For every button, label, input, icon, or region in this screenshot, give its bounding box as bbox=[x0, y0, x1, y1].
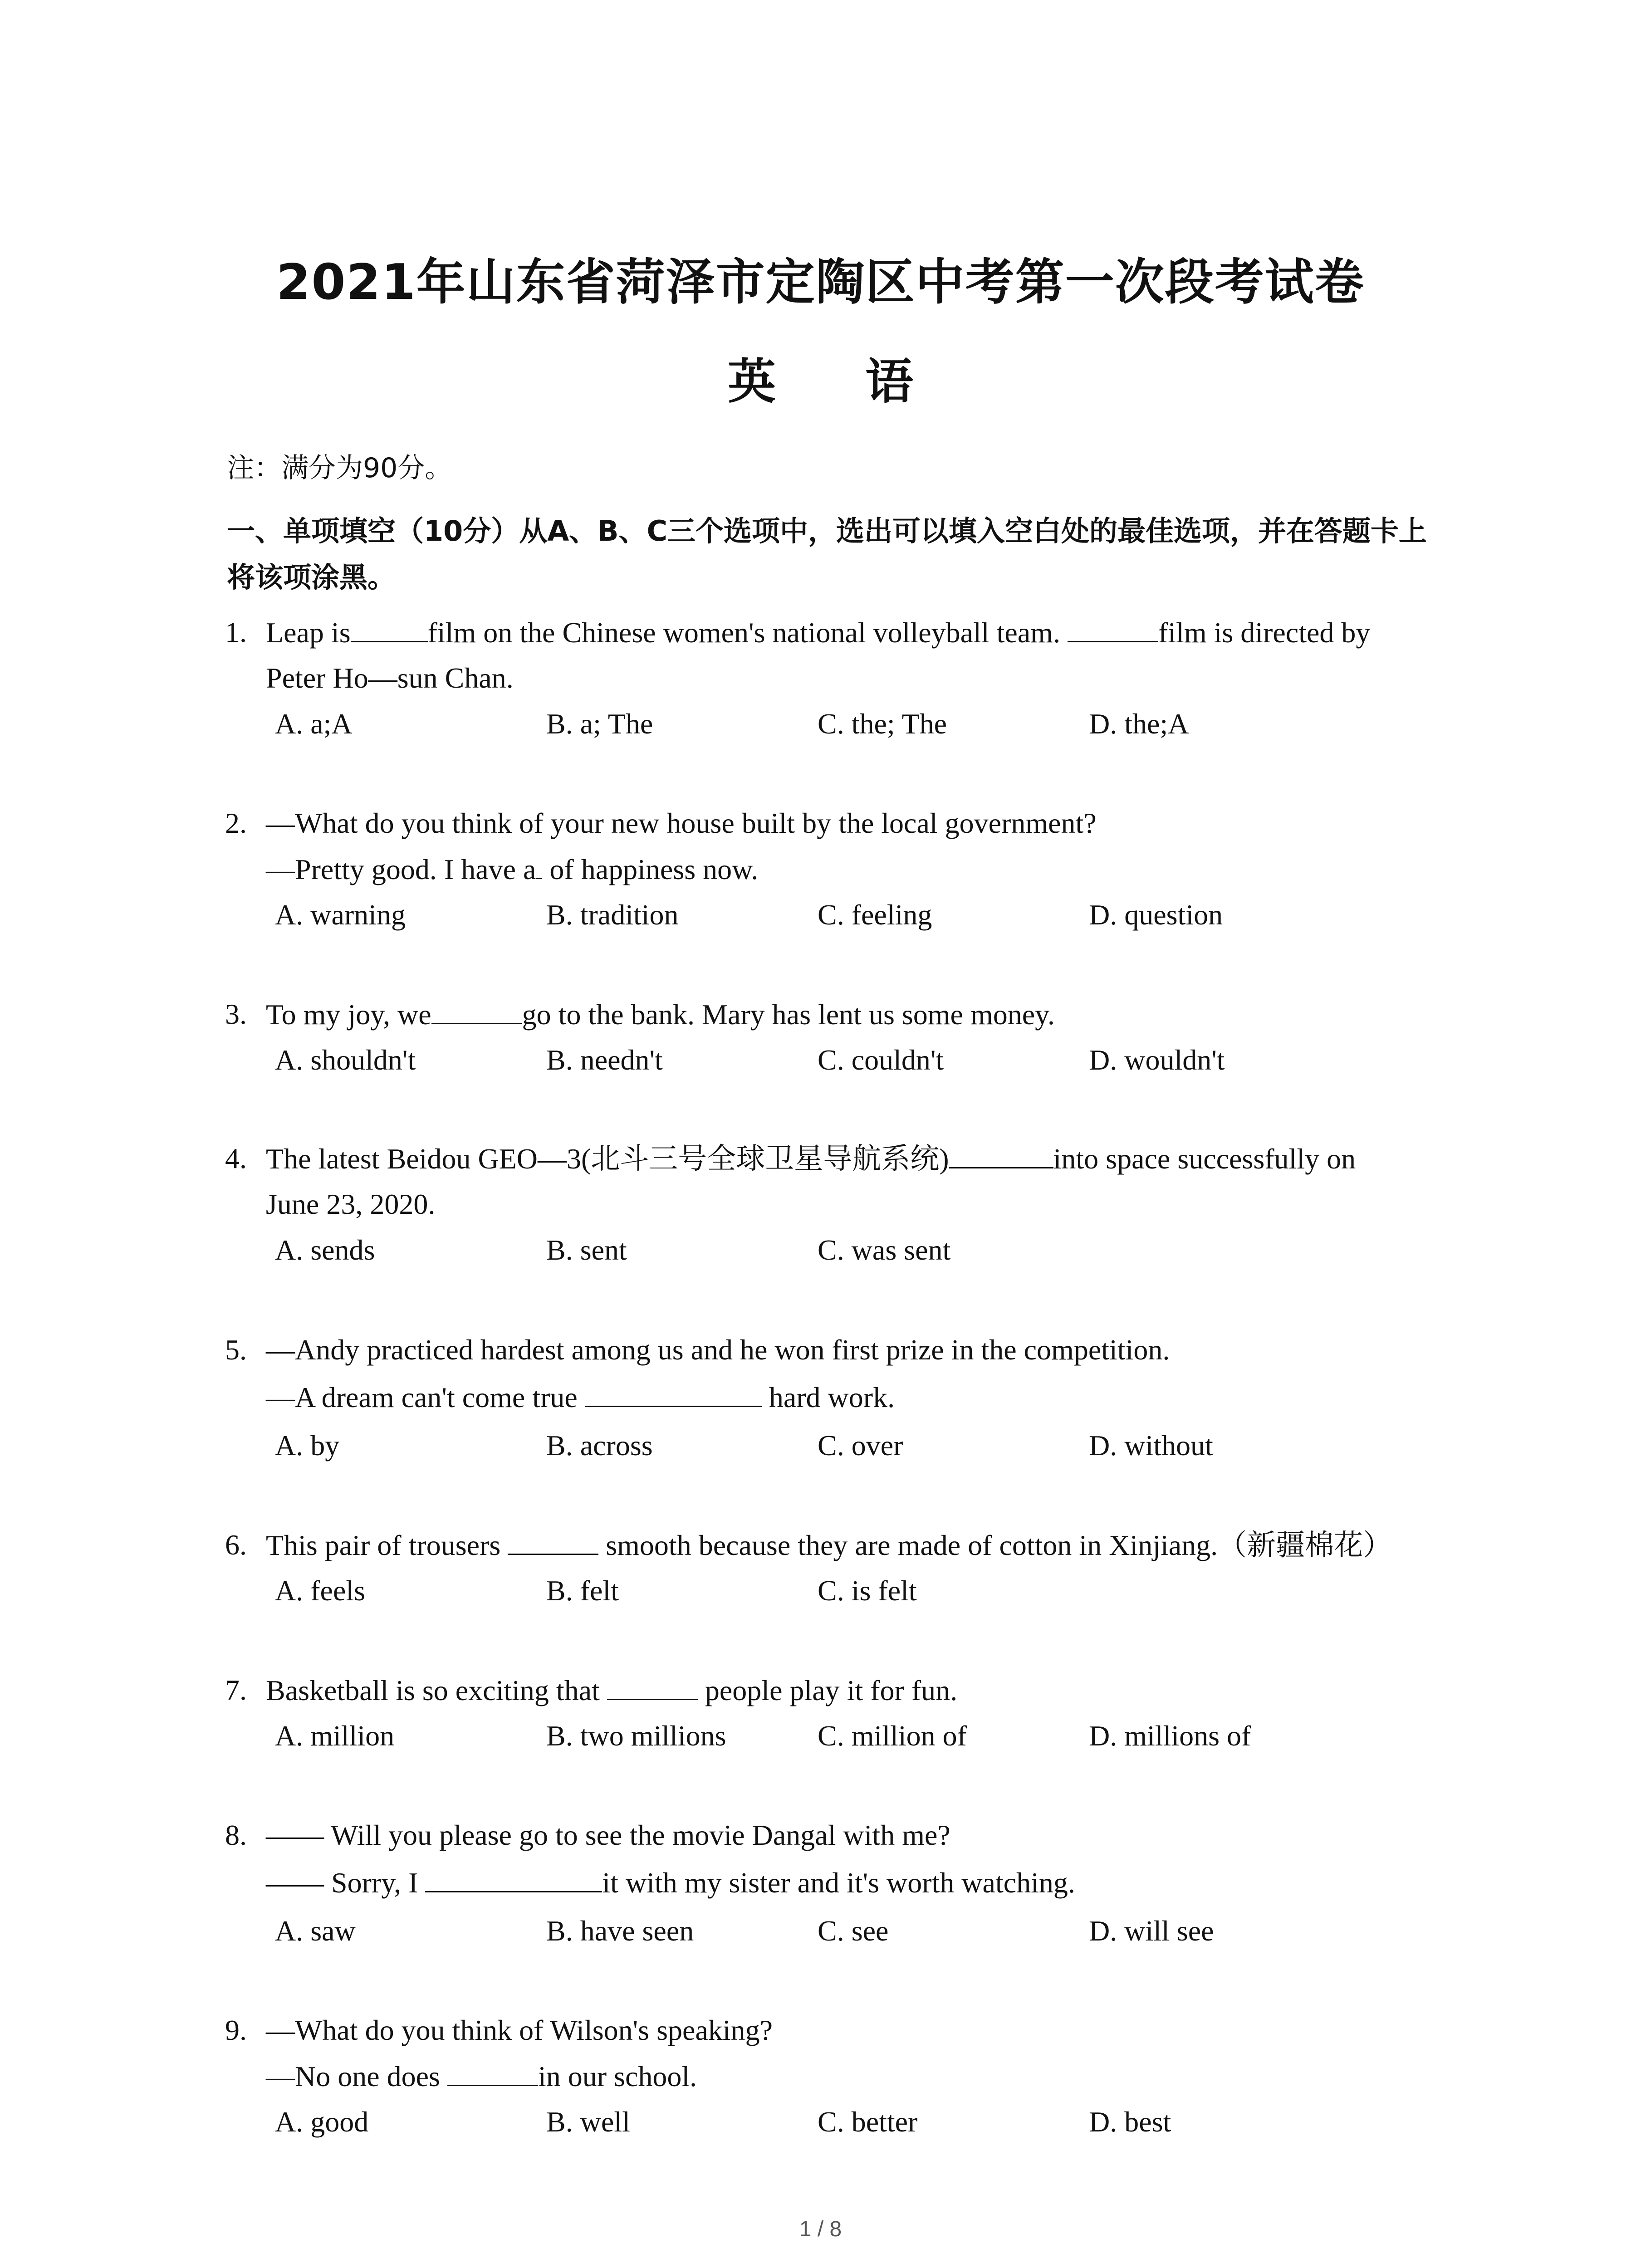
option-b: B. felt bbox=[546, 1574, 619, 1607]
question-text: of happiness now. bbox=[549, 853, 759, 885]
option-d: D. best bbox=[1089, 2106, 1171, 2138]
answer-blank bbox=[447, 2053, 538, 2086]
option-c: C. million of bbox=[818, 1720, 967, 1752]
question-4 bbox=[225, 1135, 1477, 1273]
option-a: A. feels bbox=[275, 1574, 366, 1607]
question-text: hard work. bbox=[769, 1381, 895, 1413]
exam-title: 2021年山东省菏泽市定陶区中考第一次段考试卷 bbox=[276, 254, 1365, 311]
option-a: A. saw bbox=[275, 1915, 356, 1947]
question-5 bbox=[225, 1327, 1477, 1468]
question-number: 9. bbox=[225, 2014, 247, 2046]
answer-blank bbox=[607, 1667, 698, 1700]
option-c: C. was sent bbox=[818, 1234, 951, 1266]
option-b: B. needn't bbox=[546, 1044, 663, 1076]
question-number: 7. bbox=[225, 1674, 247, 1706]
question-8 bbox=[225, 1812, 1477, 1954]
score-note: 注：满分为90分。 bbox=[227, 452, 452, 484]
question-text: —A dream can't come true bbox=[266, 1381, 578, 1413]
option-c: C. over bbox=[818, 1429, 903, 1461]
question-text: —— Sorry, I bbox=[266, 1867, 418, 1899]
option-b: B. well bbox=[546, 2106, 630, 2138]
question-text: This pair of trousers bbox=[266, 1529, 501, 1561]
question-text: Basketball is so exciting that bbox=[266, 1674, 600, 1706]
option-b: B. have seen bbox=[546, 1915, 694, 1947]
question-7 bbox=[225, 1667, 1477, 1759]
question-text: —What do you think of Wilson's speaking? bbox=[266, 2014, 773, 2046]
option-d: D. will see bbox=[1089, 1915, 1214, 1947]
question-text: smooth because they are made of cotton in Xinjiang.（新疆棉花） bbox=[606, 1529, 1392, 1561]
question-2 bbox=[225, 800, 1477, 938]
question-text: —— Will you please go to see the movie Dangal with me? bbox=[266, 1819, 950, 1851]
option-c: C. the; The bbox=[818, 708, 947, 740]
question-text: —Andy practiced hardest among us and he won first prize in the competition. bbox=[266, 1334, 1170, 1366]
page-number: 1 / 8 bbox=[799, 2217, 842, 2241]
answer-blank bbox=[425, 1859, 602, 1892]
option-b: B. two millions bbox=[546, 1720, 726, 1752]
answer-blank bbox=[351, 609, 428, 642]
option-c: C. see bbox=[818, 1915, 889, 1947]
question-text: —What do you think of your new house built by the local government? bbox=[266, 807, 1097, 839]
section-heading: 一、单项填空（10分）从A、B、C三个选项中，选出可以填入空白处的最佳选项，并在答题卡上将该项涂黑。 bbox=[227, 514, 1427, 594]
option-b: B. tradition bbox=[546, 899, 679, 931]
option-a: A. warning bbox=[275, 899, 406, 931]
question-3 bbox=[225, 991, 1477, 1083]
option-a: A. good bbox=[275, 2106, 369, 2138]
option-a: A. by bbox=[275, 1429, 340, 1461]
option-d: D. the;A bbox=[1089, 708, 1189, 740]
question-text: in our school. bbox=[538, 2060, 697, 2092]
answer-blank bbox=[508, 1522, 598, 1555]
option-b: B. sent bbox=[546, 1234, 627, 1266]
question-number: 6. bbox=[225, 1529, 247, 1561]
option-c: C. couldn't bbox=[818, 1044, 944, 1076]
answer-blank bbox=[585, 1374, 762, 1407]
subject-title: 英 语 bbox=[728, 354, 950, 410]
question-number: 5. bbox=[225, 1334, 247, 1366]
question-text: The latest Beidou GEO—3(北斗三号全球卫星导航系统) bbox=[266, 1143, 949, 1175]
option-a: A. sends bbox=[275, 1234, 375, 1266]
option-d: D. question bbox=[1089, 899, 1223, 931]
option-c: C. better bbox=[818, 2106, 918, 2138]
question-text: go to the bank. Mary has lent us some money. bbox=[522, 998, 1055, 1031]
answer-blank bbox=[949, 1135, 1053, 1168]
question-number: 2. bbox=[225, 807, 247, 839]
question-text: —No one does bbox=[266, 2060, 440, 2092]
option-d: D. wouldn't bbox=[1089, 1044, 1225, 1076]
option-a: A. shouldn't bbox=[275, 1044, 416, 1076]
question-number: 1. bbox=[225, 616, 247, 648]
question-text: it with my sister and it's worth watching. bbox=[602, 1867, 1075, 1899]
option-a: A. million bbox=[275, 1720, 395, 1752]
option-c: C. feeling bbox=[818, 899, 932, 931]
question-6 bbox=[225, 1522, 1477, 1613]
question-text: June 23, 2020. bbox=[266, 1188, 436, 1220]
question-text: people play it for fun. bbox=[705, 1674, 958, 1706]
question-number: 8. bbox=[225, 1819, 247, 1851]
question-text: film is directed by bbox=[1158, 616, 1371, 649]
option-d: D. without bbox=[1089, 1429, 1213, 1461]
answer-blank bbox=[536, 846, 542, 879]
option-a: A. a;A bbox=[275, 708, 353, 740]
question-number: 3. bbox=[225, 998, 247, 1030]
question-text: —Pretty good. I have a bbox=[266, 853, 536, 885]
question-9 bbox=[225, 2007, 1477, 2145]
question-text: To my joy, we bbox=[266, 998, 431, 1031]
question-text: film on the Chinese women's national volleyball team. bbox=[427, 616, 1060, 649]
question-number: 4. bbox=[225, 1142, 247, 1174]
question-text: Leap is bbox=[266, 616, 351, 649]
option-c: C. is felt bbox=[818, 1574, 917, 1607]
option-d: D. millions of bbox=[1089, 1720, 1251, 1752]
question-1 bbox=[225, 609, 1477, 747]
answer-blank bbox=[1068, 609, 1158, 642]
option-b: B. a; The bbox=[546, 708, 653, 740]
question-text: Peter Ho—sun Chan. bbox=[266, 662, 514, 694]
option-b: B. across bbox=[546, 1429, 653, 1461]
question-text: into space successfully on bbox=[1053, 1143, 1356, 1175]
answer-blank bbox=[431, 991, 522, 1024]
